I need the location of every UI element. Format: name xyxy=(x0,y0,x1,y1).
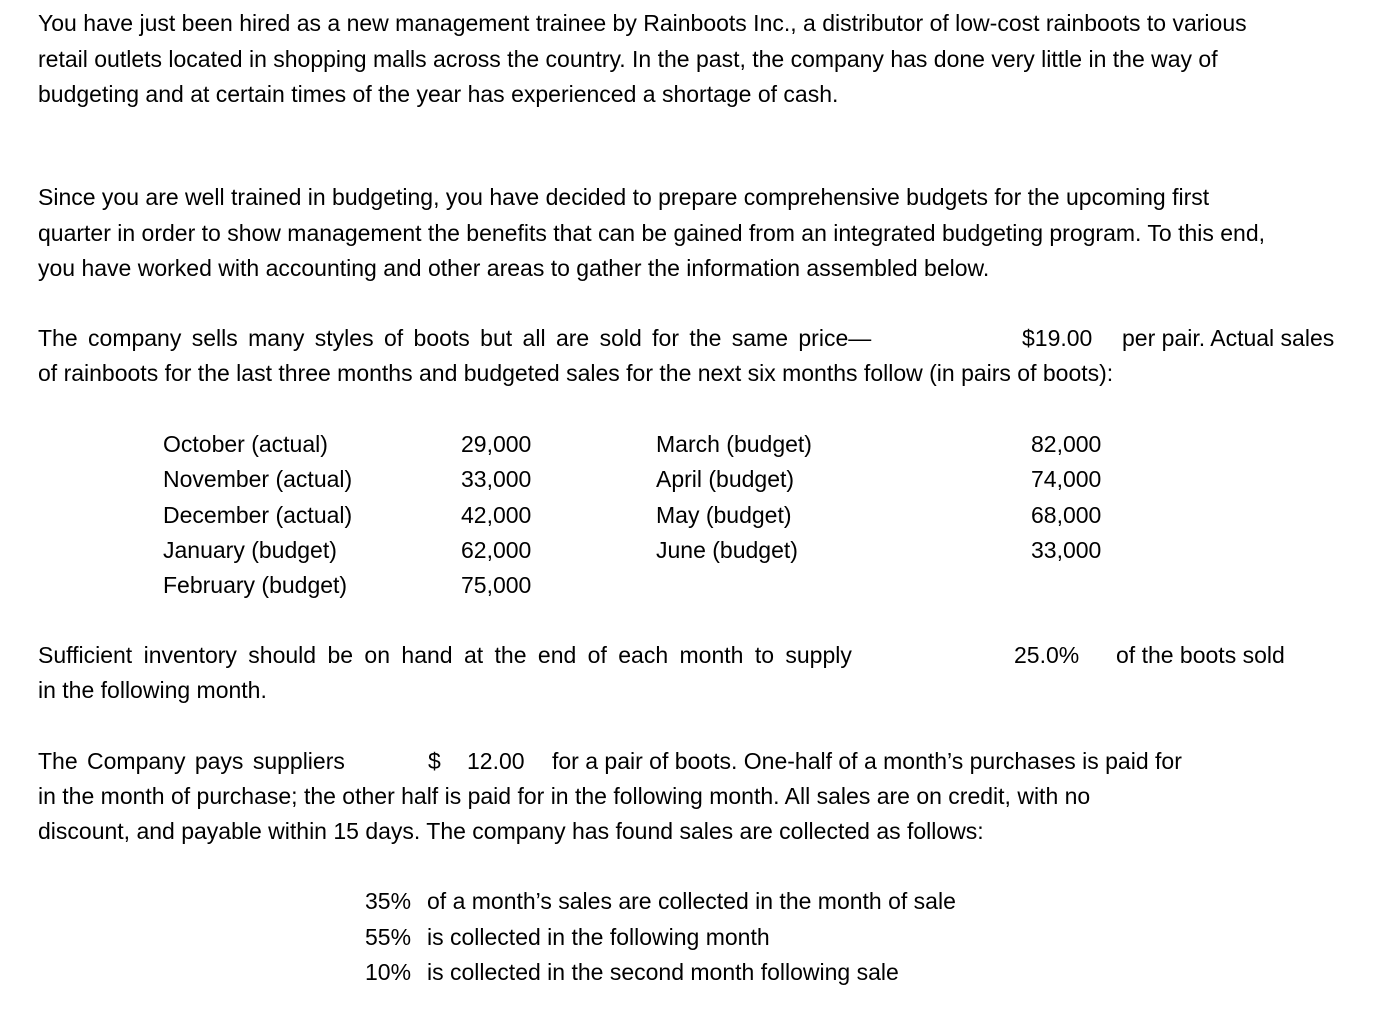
sales-month: June (budget) xyxy=(656,537,798,563)
collection-desc: of a month’s sales are collected in the month of sale xyxy=(427,888,956,914)
sales-month: April (budget) xyxy=(656,466,795,492)
price-text: The company sells many styles of boots but all are sold for the same price— xyxy=(38,325,872,351)
sales-pairs: 74,000 xyxy=(1031,466,1102,492)
inventory-text: Sufficient inventory should be on hand at the end of each month to supply xyxy=(38,642,852,668)
purchases-value: 12.00 xyxy=(467,748,525,774)
price-line-2: of rainboots for the last three months and budgeted sales for the next six months follow (in pairs of boots): xyxy=(38,360,1114,386)
purchases-currency: $ xyxy=(428,748,441,774)
purchases-text: The Company pays suppliers xyxy=(38,748,345,774)
sales-month: March (budget) xyxy=(656,431,812,457)
sales-pairs: 62,000 xyxy=(461,537,532,563)
goal-line: quarter in order to show management the benefits that can be gained from an integrated budgeting program. To this end, xyxy=(38,220,1266,246)
sales-pairs: 33,000 xyxy=(461,466,532,492)
price-value: $19.00 xyxy=(1022,325,1093,351)
purchases-text-after: for a pair of boots. One-half of a month’s purchases is paid for xyxy=(552,748,1182,774)
sales-pairs: 42,000 xyxy=(461,502,532,528)
sales-month: December (actual) xyxy=(163,502,353,528)
collection-desc: is collected in the second month following sale xyxy=(427,959,899,985)
collection-pct: 35% xyxy=(365,888,412,914)
collection-desc: is collected in the following month xyxy=(427,924,770,950)
sales-pairs: 82,000 xyxy=(1031,431,1102,457)
intro-line: retail outlets located in shopping malls across the country. In the past, the company has done very little in the way of xyxy=(38,46,1218,72)
sales-pairs: 33,000 xyxy=(1031,537,1102,563)
goal-line: Since you are well trained in budgeting, you have decided to prepare comprehensive budgets for the upcoming first xyxy=(38,184,1210,210)
purchases-line-3: discount, and payable within 15 days. The company has found sales are collected as follows: xyxy=(38,818,984,844)
goal-line: you have worked with accounting and other areas to gather the information assembled below. xyxy=(38,255,990,281)
sales-month: January (budget) xyxy=(163,537,337,563)
sales-month: February (budget) xyxy=(163,572,348,598)
sales-pairs: 29,000 xyxy=(461,431,532,457)
intro-line: You have just been hired as a new management trainee by Rainboots Inc., a distributor of low-cost rainboots to various xyxy=(38,10,1247,36)
collection-pct: 55% xyxy=(365,924,412,950)
collection-pct: 10% xyxy=(365,959,412,985)
inventory-value: 25.0% xyxy=(1014,642,1080,668)
sales-pairs: 68,000 xyxy=(1031,502,1102,528)
sales-month: November (actual) xyxy=(163,466,353,492)
sales-month: May (budget) xyxy=(656,502,792,528)
sales-month: October (actual) xyxy=(163,431,328,457)
inventory-line-2: in the following month. xyxy=(38,677,267,703)
sales-pairs: 75,000 xyxy=(461,572,532,598)
price-text-after: per pair. Actual sales xyxy=(1122,325,1335,351)
intro-line: budgeting and at certain times of the year has experienced a shortage of cash. xyxy=(38,81,839,107)
inventory-text-after: of the boots sold xyxy=(1116,642,1285,668)
purchases-line-2: in the month of purchase; the other half is paid for in the following month. All sales are on credit, with no xyxy=(38,783,1091,809)
